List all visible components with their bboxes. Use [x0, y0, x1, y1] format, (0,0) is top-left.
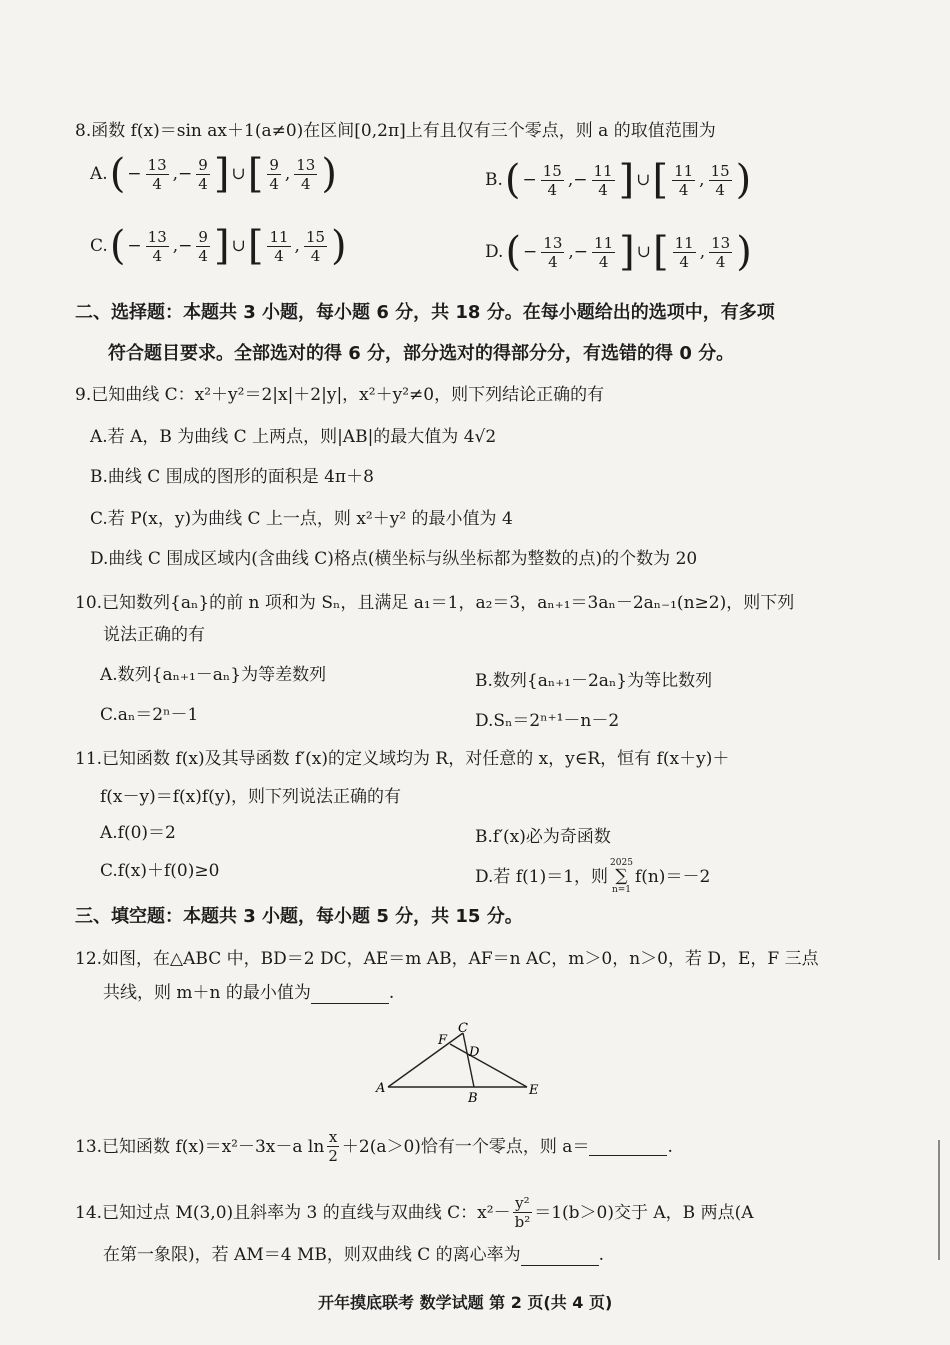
section2-heading-line1: 二、选择题：本题共 3 小题，每小题 6 分，共 18 分。在每小题给出的选项中，有多项: [75, 302, 775, 323]
page-footer: 开年摸底联考 数学试题 第 2 页(共 4 页): [318, 1293, 613, 1312]
q14-stem-line1: 14.已知过点 M(3,0)且斜率为 3 的直线与双曲线 C：x²－ $\frac{\text{y²}}{\text{b²}}$ ＝1(b＞0)交于 A，B 两点(A: [75, 1194, 754, 1231]
segment-cb: [463, 1033, 474, 1087]
q11-option-a: A.f(0)＝2: [100, 823, 176, 843]
q14-stem-line2: 在第一象限)，若 AM＝4 MB，则双曲线 C 的离心率为 .: [103, 1245, 605, 1265]
label-c: C: [458, 1022, 468, 1036]
q9-option-d: D.曲线 C 围成区域内(含曲线 C)格点(横坐标与纵坐标都为整数的点)的个数为 20: [90, 549, 698, 569]
answer-blank: [589, 1137, 667, 1156]
section3-heading: 三、填空题：本题共 3 小题，每小题 5 分，共 15 分。: [75, 906, 523, 927]
label-b: B: [468, 1091, 478, 1104]
q9-option-c: C.若 P(x，y)为曲线 C 上一点，则 x²＋y² 的最小值为 4: [90, 509, 513, 529]
q8-option-a: A. ( − $\frac{13}{4}$ ,− $\frac{9}{4}$ ] ∪ [ $\frac{9}{4}$ , $\frac{13}{4}$ ): [90, 151, 337, 197]
q10-stem-line2: 说法正确的有: [103, 625, 205, 645]
q8-option-d: D. ( − $\frac{13}{4}$ ,− $\frac{11}{4}$ ] ∪ [ $\frac{11}{4}$ , $\frac{13}{4}$ ): [485, 229, 752, 275]
label-e: E: [529, 1083, 539, 1098]
scan-edge: [938, 1140, 940, 1260]
q9-stem: 9.已知曲线 C：x²＋y²＝2|x|＋2|y|，x²＋y²≠0，则下列结论正确的有: [75, 385, 605, 405]
q11-option-c: C.f(x)＋f(0)≥0: [100, 861, 220, 881]
q8-option-b: B. ( − $\frac{15}{4}$ ,− $\frac{11}{4}$ ] ∪ [ $\frac{11}{4}$ , $\frac{15}{4}$ ): [485, 157, 752, 203]
q12-stem-line1: 12.如图，在△ABC 中，BD＝2 DC，AE＝m AB，AF＝n AC，m＞0，n＞0，若 D，E，F 三点: [75, 949, 819, 969]
label-d: D: [469, 1045, 480, 1060]
q10-stem-line1: 10.已知数列{aₙ}的前 n 项和为 Sₙ，且满足 a₁＝1，a₂＝3，aₙ₊₁＝3aₙ－2aₙ₋₁(n≥2)，则下列: [75, 593, 795, 613]
q10-option-c: C.aₙ＝2ⁿ－1: [100, 705, 199, 725]
q11-option-b: B.f′(x)必为奇函数: [475, 827, 611, 847]
q10-option-b: B.数列{aₙ₊₁－2aₙ}为等比数列: [475, 671, 713, 691]
q11-stem-line1: 11.已知函数 f(x)及其导函数 f′(x)的定义域均为 R，对任意的 x，y∈R，恒有 f(x＋y)＋: [75, 749, 730, 769]
q9-option-b: B.曲线 C 围成的图形的面积是 4π＋8: [90, 467, 374, 487]
segment-ac: [388, 1033, 463, 1087]
label-a: A: [376, 1081, 386, 1096]
q12-stem-line2: 共线，则 m＋n 的最小值为 .: [103, 983, 395, 1003]
q8-option-c: C. ( − $\frac{13}{4}$ ,− $\frac{9}{4}$ ] ∪ [ $\frac{11}{4}$ , $\frac{15}{4}$ ): [90, 223, 347, 269]
triangle-figure: [370, 1022, 550, 1104]
q10-option-a: A.数列{aₙ₊₁－aₙ}为等差数列: [100, 665, 327, 685]
label-f: F: [438, 1033, 448, 1048]
q11-stem-line2: f(x－y)＝f(x)f(y)，则下列说法正确的有: [100, 787, 402, 807]
q13-stem: 13.已知函数 f(x)＝x²－3x－a ln $\frac{x}{2}$ ＋2(a＞0)恰有一个零点，则 a＝ .: [75, 1128, 673, 1165]
segment-fe: [450, 1044, 527, 1087]
q10-option-d: D.Sₙ＝2ⁿ⁺¹－n－2: [475, 711, 620, 731]
answer-blank: [311, 985, 389, 1004]
q9-option-a: A.若 A，B 为曲线 C 上两点，则|AB|的最大值为 4√2: [90, 427, 497, 447]
q8-stem: 8.函数 f(x)＝sin ax＋1(a≠0)在区间[0,2π]上有且仅有三个零点，则 a 的取值范围为: [75, 121, 716, 141]
answer-blank: [521, 1247, 599, 1266]
section2-heading-line2: 符合题目要求。全部选对的得 6 分，部分选对的得部分分，有选错的得 0 分。: [108, 343, 735, 364]
q11-option-d: D.若 f(1)＝1，则 2025 ∑ n=1 f(n)＝－2: [475, 858, 711, 895]
summation-symbol: 2025 ∑ n=1: [610, 858, 633, 895]
